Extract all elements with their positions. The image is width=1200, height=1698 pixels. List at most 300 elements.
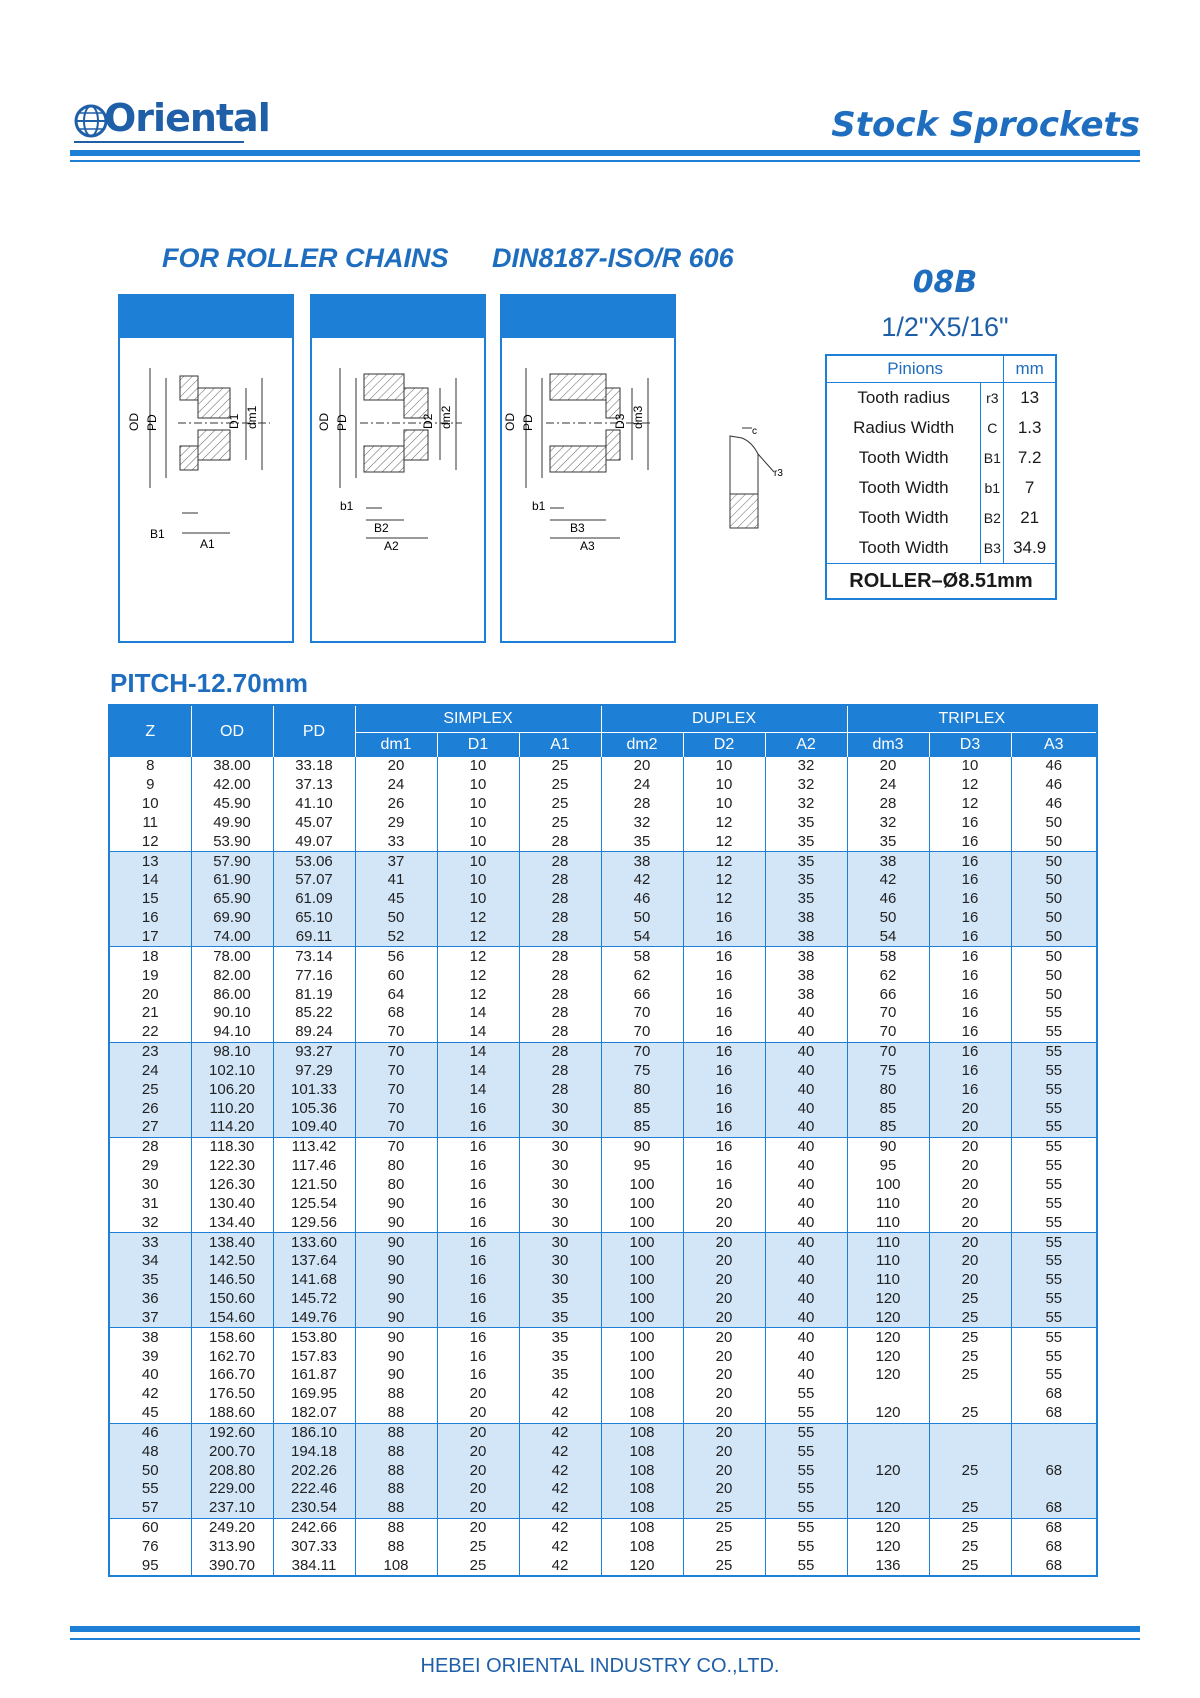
table-cell: 42	[519, 1480, 601, 1499]
table-cell: 95	[601, 1157, 683, 1176]
duplex-sprocket-drawing	[312, 338, 484, 638]
table-cell: 60	[109, 1518, 191, 1537]
table-cell: 55	[765, 1480, 847, 1499]
table-cell: 249.20	[191, 1518, 273, 1537]
table-row	[109, 1404, 1097, 1423]
table-row	[109, 814, 1097, 833]
table-cell: 108	[355, 1556, 437, 1576]
table-row	[109, 1004, 1097, 1023]
table-row	[109, 966, 1097, 985]
table-cell: 110	[847, 1233, 929, 1252]
table-cell: 20	[929, 1233, 1011, 1252]
table-cell: 54	[847, 928, 929, 947]
table-cell: 40	[765, 1157, 847, 1176]
table-cell: 145.72	[273, 1290, 355, 1309]
table-cell: 98.10	[191, 1042, 273, 1061]
spec-label: Tooth Width	[826, 533, 981, 564]
dm2-label: dm2	[439, 405, 453, 429]
table-cell: 16	[437, 1271, 519, 1290]
table-cell: 16	[683, 909, 765, 928]
table-cell: 32	[765, 757, 847, 776]
table-cell: 307.33	[273, 1538, 355, 1557]
table-cell: 90	[355, 1271, 437, 1290]
col-header-d3: D3	[929, 733, 1011, 758]
table-row	[109, 1347, 1097, 1366]
table-cell: 90	[601, 1137, 683, 1156]
table-cell: 74.00	[191, 928, 273, 947]
table-cell: 55	[1011, 1137, 1097, 1156]
table-cell: 70	[601, 1023, 683, 1042]
table-cell: 90	[355, 1290, 437, 1309]
d1-label: D1	[227, 413, 241, 429]
table-cell: 30	[519, 1118, 601, 1137]
table-cell: 88	[355, 1404, 437, 1423]
table-cell: 16	[683, 966, 765, 985]
table-cell: 42	[601, 871, 683, 890]
table-cell: 133.60	[273, 1233, 355, 1252]
table-cell: 42	[519, 1423, 601, 1442]
table-cell: 102.10	[191, 1062, 273, 1081]
table-cell: 20	[683, 1442, 765, 1461]
triplex-diagram	[500, 294, 676, 643]
table-cell: 28	[601, 795, 683, 814]
table-cell: 110	[847, 1271, 929, 1290]
diagram-header-bar	[502, 296, 674, 338]
table-cell: 97.29	[273, 1062, 355, 1081]
table-cell: 16	[683, 1137, 765, 1156]
table-cell: 70	[355, 1062, 437, 1081]
table-cell: 40	[765, 1194, 847, 1213]
table-cell: 35	[109, 1271, 191, 1290]
table-cell	[847, 1423, 929, 1442]
table-cell: 17	[109, 928, 191, 947]
table-cell: 90	[355, 1233, 437, 1252]
table-cell: 20	[929, 1137, 1011, 1156]
table-cell: 55	[1011, 1042, 1097, 1061]
table-cell: 118.30	[191, 1137, 273, 1156]
table-cell: 20	[929, 1213, 1011, 1232]
table-cell: 130.40	[191, 1194, 273, 1213]
table-cell: 38	[847, 852, 929, 871]
table-row	[109, 909, 1097, 928]
table-cell: 108	[601, 1538, 683, 1557]
table-cell	[1011, 1423, 1097, 1442]
table-cell: 55	[765, 1385, 847, 1404]
table-cell: 58	[847, 947, 929, 966]
table-cell: 35	[765, 890, 847, 909]
col-header-a1: A1	[519, 733, 601, 758]
table-cell: 61.90	[191, 871, 273, 890]
table-cell: 25	[519, 795, 601, 814]
table-cell: 42	[519, 1404, 601, 1423]
table-cell: 40	[765, 1366, 847, 1385]
table-cell: 12	[109, 832, 191, 851]
table-cell: 55	[765, 1499, 847, 1518]
table-cell: 182.07	[273, 1404, 355, 1423]
table-cell: 120	[847, 1499, 929, 1518]
table-cell: 31	[109, 1194, 191, 1213]
table-cell: 55	[765, 1404, 847, 1423]
table-cell: 25	[683, 1538, 765, 1557]
r3-label: r3	[774, 468, 783, 479]
table-cell: 76	[109, 1538, 191, 1557]
company-logo: Oriental	[104, 96, 270, 140]
table-cell: 68	[1011, 1461, 1097, 1480]
table-cell: 10	[437, 832, 519, 851]
table-cell: 110	[847, 1194, 929, 1213]
table-cell: 38	[765, 909, 847, 928]
od-label: OD	[317, 413, 331, 431]
table-cell: 20	[437, 1404, 519, 1423]
table-cell: 48	[109, 1442, 191, 1461]
table-row	[109, 1556, 1097, 1576]
table-cell: 108	[601, 1499, 683, 1518]
table-cell: 55	[1011, 1023, 1097, 1042]
table-cell	[1011, 1480, 1097, 1499]
table-cell: 28	[519, 832, 601, 851]
table-cell: 14	[109, 871, 191, 890]
table-row	[109, 1233, 1097, 1252]
table-cell: 45.90	[191, 795, 273, 814]
table-cell: 29	[355, 814, 437, 833]
table-row	[109, 1213, 1097, 1232]
table-cell	[1011, 1442, 1097, 1461]
table-cell: 55	[1011, 1176, 1097, 1195]
table-cell: 82.00	[191, 966, 273, 985]
col-header-dm1: dm1	[355, 733, 437, 758]
table-row	[109, 1157, 1097, 1176]
table-cell: 120	[601, 1556, 683, 1576]
table-cell: 20	[683, 1385, 765, 1404]
table-cell: 28	[519, 1004, 601, 1023]
table-cell: 188.60	[191, 1404, 273, 1423]
table-cell: 28	[519, 928, 601, 947]
table-cell: 108	[601, 1385, 683, 1404]
table-cell: 10	[437, 871, 519, 890]
table-cell: 120	[847, 1290, 929, 1309]
table-cell: 55	[109, 1480, 191, 1499]
table-cell: 53.06	[273, 852, 355, 871]
table-cell: 20	[437, 1499, 519, 1518]
table-cell: 12	[437, 966, 519, 985]
table-cell: 40	[765, 1233, 847, 1252]
pitch-heading: PITCH-12.70mm	[110, 668, 308, 698]
spec-label: Tooth Width	[826, 473, 981, 503]
table-cell: 12	[437, 947, 519, 966]
table-cell: 55	[1011, 1099, 1097, 1118]
table-cell: 16	[929, 966, 1011, 985]
table-cell: 20	[929, 1176, 1011, 1195]
table-cell: 25	[929, 1556, 1011, 1576]
table-cell: 95	[847, 1157, 929, 1176]
table-cell: 16	[437, 1308, 519, 1327]
table-cell: 137.64	[273, 1252, 355, 1271]
table-cell: 154.60	[191, 1308, 273, 1327]
table-cell: 10	[929, 757, 1011, 776]
table-cell: 20	[355, 757, 437, 776]
table-cell: 49.90	[191, 814, 273, 833]
table-cell: 158.60	[191, 1328, 273, 1347]
table-cell: 20	[437, 1461, 519, 1480]
table-cell: 20	[683, 1213, 765, 1232]
b1-label: B1	[150, 527, 165, 541]
table-cell: 14	[437, 1023, 519, 1042]
pd-label: PD	[521, 414, 535, 431]
table-cell: 25	[929, 1518, 1011, 1537]
table-cell: 94.10	[191, 1023, 273, 1042]
table-cell: 88	[355, 1518, 437, 1537]
table-row	[109, 1461, 1097, 1480]
logo-underline	[74, 141, 244, 143]
table-cell: 26	[109, 1099, 191, 1118]
table-cell: 125.54	[273, 1194, 355, 1213]
table-cell: 68	[1011, 1404, 1097, 1423]
table-cell: 16	[437, 1157, 519, 1176]
table-cell: 16	[437, 1347, 519, 1366]
table-cell: 24	[601, 776, 683, 795]
table-cell: 105.36	[273, 1099, 355, 1118]
table-cell: 42	[519, 1385, 601, 1404]
table-row	[109, 1023, 1097, 1042]
table-cell: 46	[1011, 757, 1097, 776]
table-cell: 32	[109, 1213, 191, 1232]
table-cell: 80	[355, 1157, 437, 1176]
table-cell: 55	[765, 1442, 847, 1461]
table-cell: 88	[355, 1461, 437, 1480]
table-cell: 28	[519, 890, 601, 909]
table-cell: 28	[519, 871, 601, 890]
table-cell: 33.18	[273, 757, 355, 776]
table-cell: 55	[1011, 1290, 1097, 1309]
table-cell: 35	[519, 1290, 601, 1309]
table-cell: 176.50	[191, 1385, 273, 1404]
triplex-sprocket-drawing	[502, 338, 674, 638]
table-cell: 10	[683, 776, 765, 795]
table-cell: 69.90	[191, 909, 273, 928]
table-cell: 30	[519, 1233, 601, 1252]
table-cell: 30	[519, 1194, 601, 1213]
table-cell: 110	[847, 1213, 929, 1232]
table-row	[109, 947, 1097, 966]
table-cell: 33	[355, 832, 437, 851]
table-cell: 66	[601, 985, 683, 1004]
table-cell: 28	[519, 1023, 601, 1042]
table-cell: 237.10	[191, 1499, 273, 1518]
table-cell: 100	[601, 1176, 683, 1195]
table-cell: 90	[355, 1308, 437, 1327]
a1-label: A1	[200, 537, 215, 551]
table-cell: 13	[109, 852, 191, 871]
table-cell: 20	[683, 1461, 765, 1480]
table-cell: 313.90	[191, 1538, 273, 1557]
table-cell: 62	[847, 966, 929, 985]
standard-code: DIN8187-ISO/R 606	[492, 243, 734, 273]
table-cell: 23	[109, 1042, 191, 1061]
table-cell: 136	[847, 1556, 929, 1576]
table-cell: 20	[437, 1480, 519, 1499]
table-cell: 20	[683, 1290, 765, 1309]
table-cell: 16	[437, 1233, 519, 1252]
col-header-d1: D1	[437, 733, 519, 758]
table-cell: 40	[765, 1062, 847, 1081]
spec-label: Tooth Width	[826, 503, 981, 533]
table-cell: 38	[765, 985, 847, 1004]
table-cell: 16	[929, 1004, 1011, 1023]
table-cell: 106.20	[191, 1080, 273, 1099]
table-cell: 16	[109, 909, 191, 928]
table-row	[109, 1062, 1097, 1081]
pd-label: PD	[335, 414, 349, 431]
table-cell: 146.50	[191, 1271, 273, 1290]
table-cell: 62	[601, 966, 683, 985]
spec-label: Tooth radius	[826, 383, 981, 414]
table-cell: 80	[847, 1080, 929, 1099]
group-header-triplex: TRIPLEX	[847, 705, 1097, 733]
table-cell: 57	[109, 1499, 191, 1518]
table-cell: 16	[437, 1213, 519, 1232]
col-header-a2: A2	[765, 733, 847, 758]
table-cell: 55	[1011, 1213, 1097, 1232]
table-cell: 25	[929, 1290, 1011, 1309]
table-cell: 77.16	[273, 966, 355, 985]
table-cell: 14	[437, 1004, 519, 1023]
table-cell: 70	[847, 1023, 929, 1042]
table-cell: 80	[355, 1176, 437, 1195]
table-row	[109, 1328, 1097, 1347]
table-cell: 20	[437, 1518, 519, 1537]
table-row	[109, 757, 1097, 776]
table-cell: 70	[355, 1099, 437, 1118]
table-cell: 50	[1011, 832, 1097, 851]
spec-row	[826, 503, 1056, 533]
table-cell: 16	[437, 1328, 519, 1347]
table-cell: 70	[601, 1042, 683, 1061]
table-cell: 50	[109, 1461, 191, 1480]
table-cell: 38	[601, 852, 683, 871]
table-cell: 50	[1011, 890, 1097, 909]
table-cell: 153.80	[273, 1328, 355, 1347]
table-cell: 100	[601, 1290, 683, 1309]
table-cell: 16	[437, 1252, 519, 1271]
table-row	[109, 1271, 1097, 1290]
table-cell: 14	[437, 1042, 519, 1061]
table-row	[109, 1080, 1097, 1099]
spec-symbol: B1	[981, 443, 1004, 473]
table-cell: 28	[519, 947, 601, 966]
table-cell: 35	[601, 832, 683, 851]
table-row	[109, 1538, 1097, 1557]
table-cell: 35	[519, 1347, 601, 1366]
col-header-dm2: dm2	[601, 733, 683, 758]
table-cell: 56	[355, 947, 437, 966]
col-header-z: Z	[109, 705, 191, 757]
table-cell: 113.42	[273, 1137, 355, 1156]
table-cell: 57.90	[191, 852, 273, 871]
table-cell: 42	[519, 1538, 601, 1557]
table-row	[109, 871, 1097, 890]
col-header-d2: D2	[683, 733, 765, 758]
table-cell: 20	[683, 1194, 765, 1213]
table-cell: 27	[109, 1118, 191, 1137]
table-cell: 85	[601, 1118, 683, 1137]
table-cell: 40	[765, 1213, 847, 1232]
table-cell: 65.10	[273, 909, 355, 928]
duplex-diagram	[310, 294, 486, 643]
pinion-spec-table	[825, 354, 1057, 600]
table-cell: 20	[683, 1252, 765, 1271]
table-cell: 60	[355, 966, 437, 985]
spec-symbol: C	[981, 413, 1004, 443]
table-cell: 16	[683, 1099, 765, 1118]
table-cell: 70	[847, 1042, 929, 1061]
table-cell: 88	[355, 1423, 437, 1442]
table-cell: 45	[355, 890, 437, 909]
table-cell: 20	[601, 757, 683, 776]
table-cell: 35	[765, 832, 847, 851]
table-cell: 28	[847, 795, 929, 814]
table-cell: 120	[847, 1518, 929, 1537]
table-cell: 40	[765, 1042, 847, 1061]
table-cell: 20	[683, 1366, 765, 1385]
table-cell: 21	[109, 1004, 191, 1023]
table-cell: 88	[355, 1538, 437, 1557]
table-cell: 16	[683, 1062, 765, 1081]
table-cell: 122.30	[191, 1157, 273, 1176]
table-cell: 100	[601, 1213, 683, 1232]
od-label: OD	[503, 413, 517, 431]
table-cell: 88	[355, 1442, 437, 1461]
table-cell: 50	[1011, 909, 1097, 928]
table-cell: 29	[109, 1157, 191, 1176]
table-cell: 42	[847, 871, 929, 890]
table-cell: 16	[437, 1137, 519, 1156]
a3-label: A3	[580, 539, 595, 553]
table-cell: 35	[765, 871, 847, 890]
table-cell: 25	[437, 1556, 519, 1576]
table-cell: 16	[929, 1023, 1011, 1042]
table-cell: 26	[355, 795, 437, 814]
company-footer: HEBEI ORIENTAL INDUSTRY CO.,LTD.	[420, 1655, 780, 1677]
table-cell: 86.00	[191, 985, 273, 1004]
table-cell: 120	[847, 1328, 929, 1347]
table-row	[109, 1442, 1097, 1461]
table-cell: 55	[1011, 1080, 1097, 1099]
table-cell: 120	[847, 1538, 929, 1557]
table-cell: 16	[437, 1366, 519, 1385]
table-cell: 90	[355, 1213, 437, 1232]
table-cell	[929, 1423, 1011, 1442]
table-cell: 40	[765, 1252, 847, 1271]
table-cell: 55	[765, 1461, 847, 1480]
table-cell: 42.00	[191, 776, 273, 795]
table-cell: 20	[929, 1252, 1011, 1271]
table-cell: 49.07	[273, 832, 355, 851]
chain-code: 08B	[912, 265, 978, 300]
table-cell: 70	[355, 1042, 437, 1061]
table-row	[109, 1499, 1097, 1518]
table-cell: 10	[437, 814, 519, 833]
table-cell: 40	[765, 1328, 847, 1347]
table-cell: 20	[683, 1404, 765, 1423]
table-cell: 230.54	[273, 1499, 355, 1518]
table-cell: 75	[847, 1062, 929, 1081]
table-cell: 88	[355, 1480, 437, 1499]
table-cell: 208.80	[191, 1461, 273, 1480]
table-cell: 162.70	[191, 1347, 273, 1366]
spec-value: 13	[1020, 388, 1040, 407]
table-cell: 78.00	[191, 947, 273, 966]
table-cell: 58	[601, 947, 683, 966]
